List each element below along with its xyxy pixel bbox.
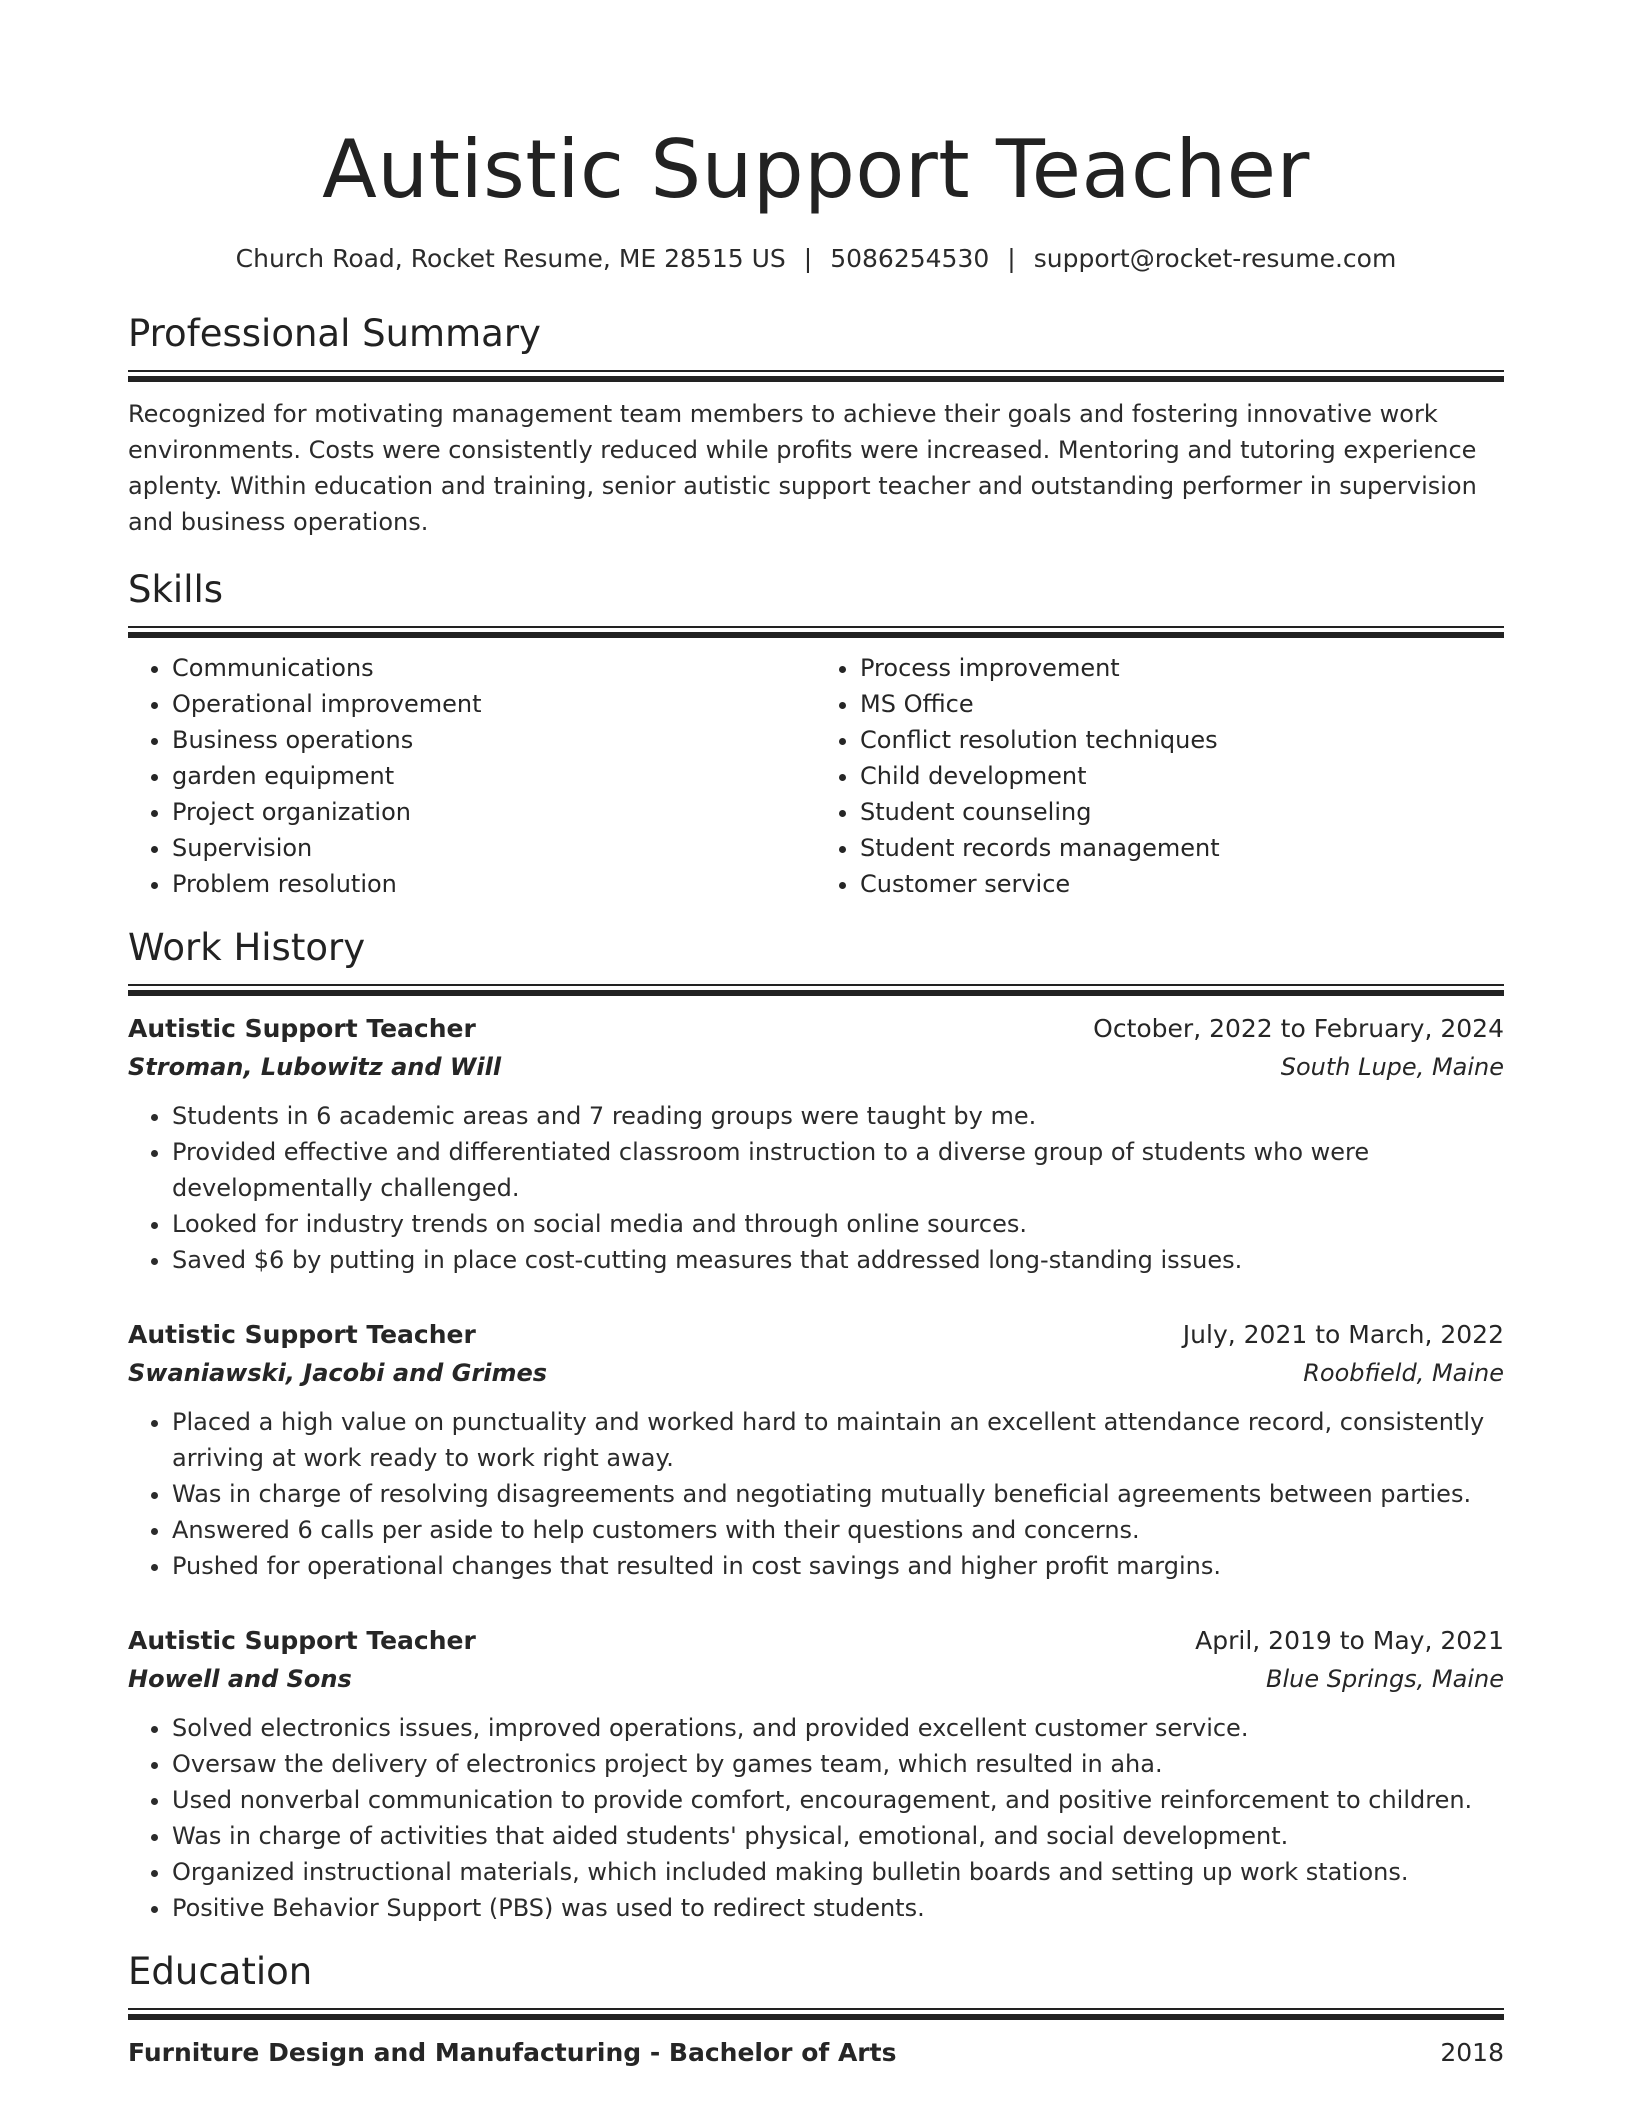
job-bullets bbox=[128, 1710, 1504, 1926]
job-entry bbox=[128, 1622, 1504, 1926]
job-dates: October, 2022 to February, 2024 bbox=[1093, 1014, 1504, 1043]
job-dates: April, 2019 to May, 2021 bbox=[1195, 1626, 1504, 1655]
job-bullet: • Used nonverbal communication to provide comfort, encouragement, and positive reinforcement to children. bbox=[172, 1782, 1504, 1818]
section-divider bbox=[128, 984, 1504, 994]
summary-section bbox=[128, 310, 1504, 540]
email: support@rocket-resume.com bbox=[1033, 244, 1397, 273]
skill-item: • Child development bbox=[860, 758, 1504, 794]
section-divider bbox=[128, 626, 1504, 636]
contact-separator: | bbox=[803, 244, 813, 273]
section-title-work-history: Work History bbox=[128, 926, 366, 969]
job-company: Stroman, Lubowitz and Will bbox=[128, 1053, 502, 1081]
section-title-skills: Skills bbox=[128, 568, 224, 611]
job-header bbox=[128, 1622, 1504, 1660]
job-company: Howell and Sons bbox=[128, 1665, 352, 1693]
skill-item: • Process improvement bbox=[860, 650, 1504, 686]
education-section bbox=[128, 1948, 1504, 2072]
skills-columns bbox=[128, 650, 1504, 902]
skill-item: • garden equipment bbox=[172, 758, 816, 794]
job-bullet: • Placed a high value on punctuality and worked hard to maintain an excellent attendance record, consistently arriving at work ready to work right away. bbox=[172, 1404, 1504, 1476]
education-year: 2018 bbox=[1440, 2038, 1504, 2067]
skills-left-column bbox=[128, 650, 816, 902]
job-bullet: • Students in 6 academic areas and 7 reading groups were taught by me. bbox=[172, 1098, 1504, 1134]
job-bullet: • Provided effective and differentiated classroom instruction to a diverse group of students who were developmentally challenged. bbox=[172, 1134, 1504, 1206]
work-history-section bbox=[128, 924, 1504, 1926]
job-location: Blue Springs, Maine bbox=[1265, 1665, 1504, 1693]
job-bullets bbox=[128, 1098, 1504, 1278]
job-subheader bbox=[128, 1354, 1504, 1392]
skill-item: • Communications bbox=[172, 650, 816, 686]
job-entry bbox=[128, 1010, 1504, 1278]
address: Church Road, Rocket Resume, ME 28515 US bbox=[235, 244, 786, 273]
job-bullet: • Pushed for operational changes that resulted in cost savings and higher profit margins. bbox=[172, 1548, 1504, 1584]
section-divider bbox=[128, 2008, 1504, 2018]
job-location: South Lupe, Maine bbox=[1280, 1053, 1504, 1081]
job-bullet: • Was in charge of resolving disagreements and negotiating mutually beneficial agreements between parties. bbox=[172, 1476, 1504, 1512]
job-subheader bbox=[128, 1048, 1504, 1086]
job-dates: July, 2021 to March, 2022 bbox=[1182, 1320, 1504, 1349]
section-title-summary: Professional Summary bbox=[128, 312, 541, 355]
summary-text: Recognized for motivating management team members to achieve their goals and fostering innovative work environments. Costs were consistently reduced while profits were increased. Mentoring and tutoring experience aplenty. Within education and training, senior autistic support teacher and outstanding performer in supervision and business operations. bbox=[128, 400, 1477, 536]
job-header bbox=[128, 1316, 1504, 1354]
job-title: Autistic Support Teacher bbox=[128, 1014, 476, 1043]
job-company: Swaniawski, Jacobi and Grimes bbox=[128, 1359, 548, 1387]
skills-section bbox=[128, 566, 1504, 902]
job-bullet: • Organized instructional materials, which included making bulletin boards and setting up work stations. bbox=[172, 1854, 1504, 1890]
skill-item: • Problem resolution bbox=[172, 866, 816, 902]
skill-item: • MS Office bbox=[860, 686, 1504, 722]
job-location: Roobfield, Maine bbox=[1303, 1359, 1504, 1387]
job-entry bbox=[128, 1316, 1504, 1584]
skill-item: • Student counseling bbox=[860, 794, 1504, 830]
skill-item: • Project organization bbox=[172, 794, 816, 830]
job-bullet: • Positive Behavior Support (PBS) was used to redirect students. bbox=[172, 1890, 1504, 1926]
contact-line bbox=[128, 242, 1504, 276]
candidate-name: Autistic Support Teacher bbox=[322, 123, 1310, 216]
job-bullet: • Saved $6 by putting in place cost-cutting measures that addressed long-standing issues. bbox=[172, 1242, 1504, 1278]
skills-right-column bbox=[816, 650, 1504, 902]
skill-item: • Conflict resolution techniques bbox=[860, 722, 1504, 758]
skill-item: • Supervision bbox=[172, 830, 816, 866]
job-title: Autistic Support Teacher bbox=[128, 1626, 476, 1655]
contact-separator: | bbox=[1007, 244, 1016, 273]
skill-item: • Student records management bbox=[860, 830, 1504, 866]
job-title: Autistic Support Teacher bbox=[128, 1320, 476, 1349]
phone: 5086254530 bbox=[830, 244, 990, 273]
job-bullet: • Answered 6 calls per aside to help customers with their questions and concerns. bbox=[172, 1512, 1504, 1548]
job-bullets bbox=[128, 1404, 1504, 1584]
section-title-education: Education bbox=[128, 1950, 313, 1993]
skill-item: • Operational improvement bbox=[172, 686, 816, 722]
education-degree: Furniture Design and Manufacturing - Bachelor of Arts bbox=[128, 2038, 897, 2067]
job-bullet: • Looked for industry trends on social media and through online sources. bbox=[172, 1206, 1504, 1242]
education-entry bbox=[128, 2034, 1504, 2072]
skill-item: • Customer service bbox=[860, 866, 1504, 902]
job-bullet: • Oversaw the delivery of electronics project by games team, which resulted in aha. bbox=[172, 1746, 1504, 1782]
job-header bbox=[128, 1010, 1504, 1048]
section-divider bbox=[128, 370, 1504, 380]
job-bullet: • Was in charge of activities that aided students' physical, emotional, and social development. bbox=[172, 1818, 1504, 1854]
job-bullet: • Solved electronics issues, improved operations, and provided excellent customer service. bbox=[172, 1710, 1504, 1746]
job-subheader bbox=[128, 1660, 1504, 1698]
skill-item: • Business operations bbox=[172, 722, 816, 758]
